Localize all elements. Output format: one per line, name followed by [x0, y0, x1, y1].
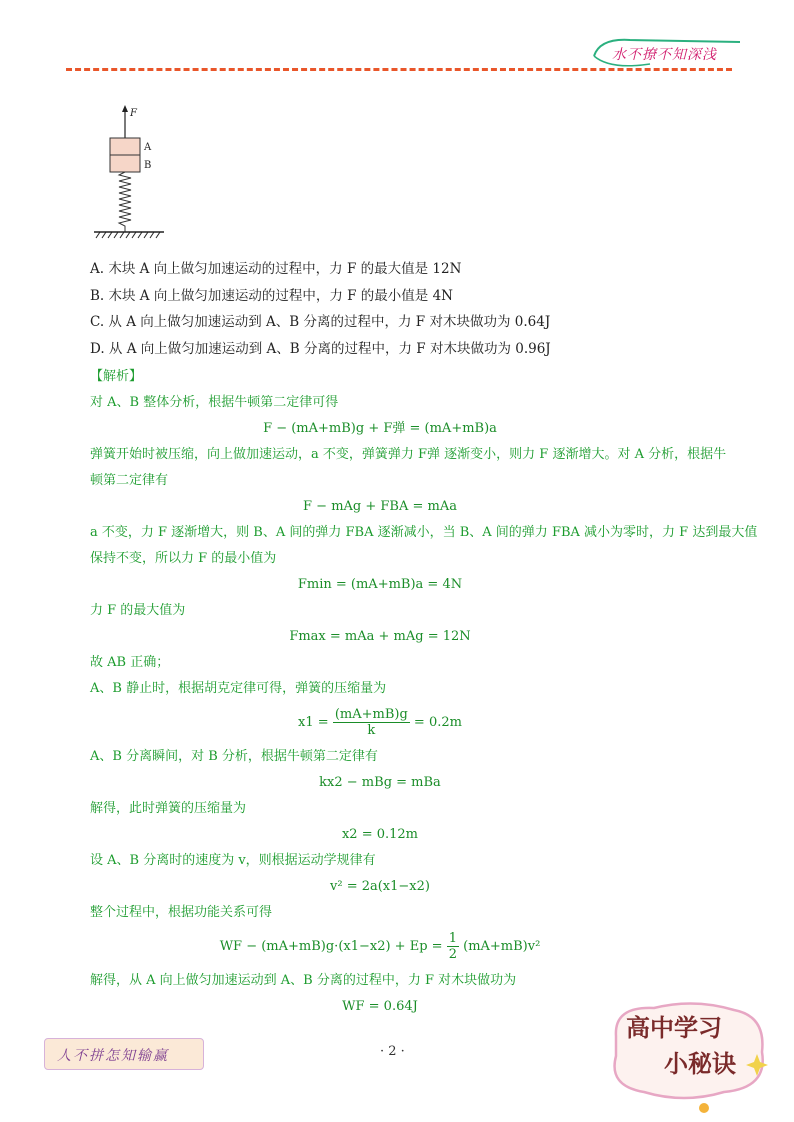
analysis-line: 弹簧开始时被压缩，向上做加速运动，a 不变，弹簧弹力 F弹 逐渐变小，则力 F 逐渐增大。对 A 分析，根据牛 — [90, 447, 727, 462]
fraction-numerator: 1 — [448, 931, 457, 946]
answer-options — [90, 256, 551, 362]
equation: F − mAg + FBA = mAa — [303, 499, 457, 514]
analysis-heading: 【解析】 — [90, 369, 143, 384]
analysis-line: 解得，从 A 向上做匀加速运动到 A、B 分离的过程中，力 F 对木块做功为 — [90, 973, 517, 988]
fraction-numerator: (mA+mB)g — [334, 707, 408, 722]
analysis-line: 力 F 的最大值为 — [90, 603, 186, 618]
equation: v² = 2a(x1−x2) — [330, 879, 430, 894]
spring-icon — [119, 172, 131, 232]
equation-part: (mA+mB)v² — [463, 939, 541, 954]
block-a-label: A — [144, 142, 152, 153]
equation: Fmax = mAa + mAg = 12N — [289, 629, 471, 644]
study-tips-badge — [604, 996, 774, 1116]
header-divider — [66, 68, 732, 71]
analysis-line: 设 A、B 分离时的速度为 v，则根据运动学规律有 — [90, 853, 376, 868]
badge-line1: 高中学习 — [626, 1014, 722, 1042]
force-label: F — [130, 108, 137, 119]
analysis-line: A、B 静止时，根据胡克定律可得，弹簧的压缩量为 — [90, 681, 387, 696]
option-b: B. 木块 A 向上做匀加速运动的过程中，力 F 的最小值是 4N — [90, 287, 453, 304]
footer-motto-text: 人不拼怎知输赢 — [57, 1048, 169, 1064]
equation: x2 = 0.12m — [341, 827, 419, 842]
spring-blocks-figure — [92, 102, 182, 242]
equation-fraction — [90, 702, 670, 744]
analysis-line: 保持不变，所以力 F 的最小值为 — [90, 551, 277, 566]
fraction-denominator: 2 — [448, 947, 457, 962]
equation-part: = 0.2m — [413, 715, 462, 730]
footer-motto-box — [44, 1038, 204, 1070]
equation: kx2 − mBg = mBa — [319, 775, 441, 790]
analysis-line: 顿第二定律有 — [90, 473, 169, 488]
equation-fraction — [90, 926, 670, 968]
option-c: C. 从 A 向上做匀加速运动到 A、B 分离的过程中，力 F 对木块做功为 0.64J — [90, 314, 551, 330]
equation-part: WF − (mA+mB)g·(x1−x2) + Ep = — [219, 939, 443, 954]
equation-part: x1 = — [298, 715, 329, 730]
header-motto-text: 水不撩不知深浅 — [612, 47, 717, 63]
analysis-line: A、B 分离瞬间，对 B 分析，根据牛顿第二定律有 — [90, 749, 378, 764]
equation: Fmin = (mA+mB)a = 4N — [297, 577, 463, 592]
badge-line2: 小秘诀 — [664, 1050, 736, 1078]
analysis-section — [90, 364, 758, 1020]
analysis-line: 对 A、B 整体分析，根据牛顿第二定律可得 — [90, 395, 339, 410]
analysis-line: a 不变，力 F 逐渐增大，则 B、A 间的弹力 FBA 逐渐减小，当 B、A 间的弹力 FBA 减小为零时，力 F 达到最大值 — [90, 525, 758, 540]
fraction — [333, 707, 410, 738]
header-motto-banner — [590, 36, 750, 70]
option-a: A. 木块 A 向上做匀加速运动的过程中，力 F 的最大值是 12N — [90, 261, 462, 277]
fraction — [447, 931, 459, 962]
equation: F − (mA+mB)g + F弹 = (mA+mB)a — [263, 421, 497, 436]
fraction-denominator: k — [367, 723, 376, 738]
analysis-line: 故 AB 正确； — [90, 655, 170, 670]
analysis-line: 解得，此时弹簧的压缩量为 — [90, 801, 247, 816]
analysis-line: 整个过程中，根据功能关系可得 — [90, 905, 273, 920]
block-b-label: B — [144, 160, 152, 171]
page-number: · 2 · — [380, 1044, 405, 1059]
equation: WF = 0.64J — [342, 999, 418, 1014]
option-d: D. 从 A 向上做匀加速运动到 A、B 分离的过程中，力 F 对木块做功为 0.96J — [90, 340, 551, 357]
